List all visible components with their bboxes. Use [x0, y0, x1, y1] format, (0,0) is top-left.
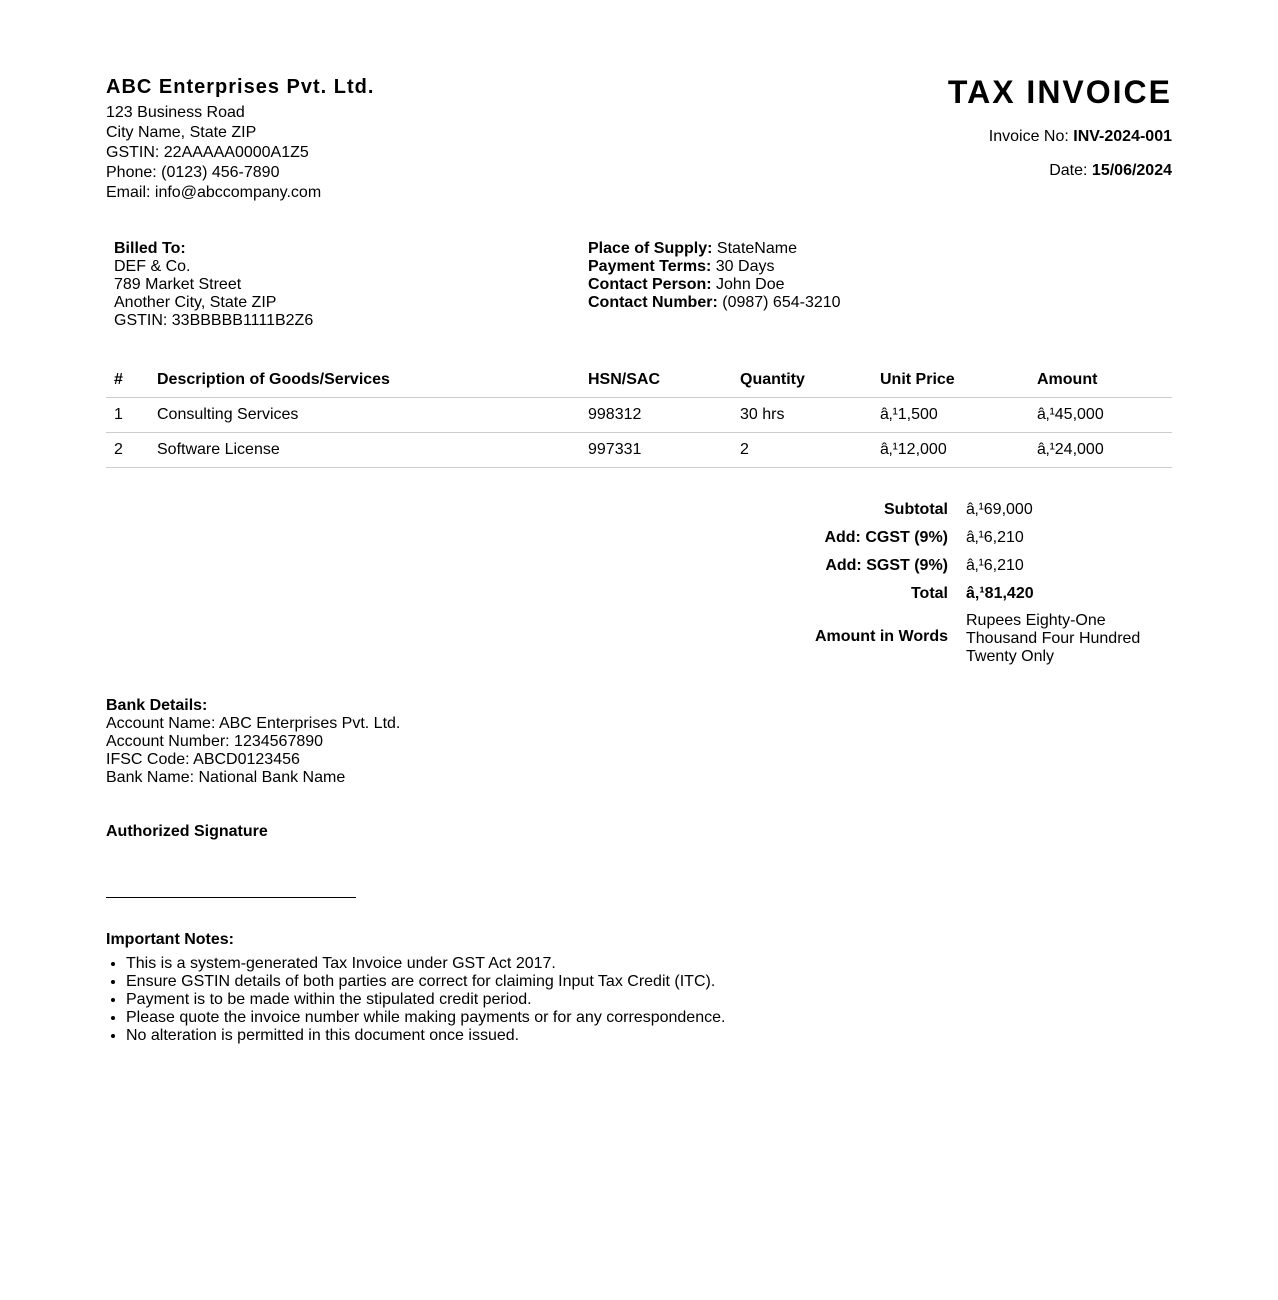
- company-name: ABC Enterprises Pvt. Ltd.: [106, 76, 375, 98]
- amount-in-words-label: Amount in Words: [814, 628, 948, 645]
- authorized-signature-label: Authorized Signature: [106, 823, 268, 840]
- billed-to-gstin: GSTIN: 33BBBBB1111B2Z6: [114, 312, 314, 329]
- billed-to: [114, 240, 313, 330]
- contact-number: [588, 294, 841, 312]
- notes-title: Important Notes:: [106, 931, 234, 948]
- signature-line: [106, 897, 356, 898]
- company-address-line2: City Name, State ZIP: [106, 124, 257, 141]
- company-address-line1: 123 Business Road: [106, 104, 245, 121]
- sgst-label: Add: SGST (9%): [825, 557, 948, 574]
- column-header-description: Description of Goods/Services: [149, 362, 580, 398]
- bank-account-number: Account Number: 1234567890: [106, 733, 324, 750]
- total-value: â‚¹81,420: [966, 585, 1034, 602]
- billed-to-address-line1: 789 Market Street: [114, 276, 242, 293]
- cell-quantity: 30 hrs: [732, 398, 872, 433]
- subtotal-row: [806, 496, 1172, 524]
- cell-quantity: 2: [732, 433, 872, 468]
- sgst-row: [806, 552, 1172, 580]
- notes-list: [106, 955, 725, 1045]
- billed-to-name: DEF & Co.: [114, 258, 191, 275]
- contact-person-label: Contact Person:: [588, 276, 712, 293]
- bank-account-name: Account Name: ABC Enterprises Pvt. Ltd.: [106, 715, 401, 732]
- cgst-value: â‚¹6,210: [966, 529, 1024, 546]
- place-of-supply: [588, 240, 841, 258]
- column-header-amount: Amount: [1029, 362, 1172, 398]
- cell-description: Software License: [149, 433, 580, 468]
- contact-person: [588, 276, 841, 294]
- column-header-unit-price: Unit Price: [872, 362, 1029, 398]
- invoice-number: [989, 128, 1172, 146]
- bank-ifsc-code: IFSC Code: ABCD0123456: [106, 751, 300, 768]
- list-item: • Ensure GSTIN details of both parties are correct for claiming Input Tax Credit (ITC).: [126, 973, 725, 991]
- column-header-number: #: [106, 362, 149, 398]
- list-item: • Please quote the invoice number while making payments or for any correspondence.: [126, 1009, 725, 1027]
- column-header-quantity: Quantity: [732, 362, 872, 398]
- company-email: Email: info@abccompany.com: [106, 184, 322, 201]
- list-item: • This is a system-generated Tax Invoice under GST Act 2017.: [126, 955, 725, 973]
- total-label: Total: [910, 585, 948, 602]
- payment-terms-value: 30 Days: [715, 258, 775, 275]
- place-of-supply-value: StateName: [716, 240, 797, 257]
- invoice-title: TAX INVOICE: [947, 74, 1172, 110]
- sgst-value: â‚¹6,210: [966, 557, 1024, 574]
- supply-info: [588, 240, 841, 312]
- cell-unit-price: â‚¹12,000: [872, 433, 1029, 468]
- amount-in-words-cell: [966, 608, 1172, 666]
- invoice-number-label: Invoice No:: [988, 128, 1069, 145]
- cgst-row: [806, 524, 1172, 552]
- billed-to-label: Billed To:: [114, 240, 186, 257]
- cell-hsn-sac: 997331: [580, 433, 732, 468]
- payment-terms-label: Payment Terms:: [588, 258, 712, 275]
- subtotal-label: Subtotal: [884, 501, 948, 518]
- payment-terms: [588, 258, 841, 276]
- table-header-row: [106, 362, 1172, 398]
- cell-number: 2: [106, 433, 149, 468]
- contact-number-label: Contact Number:: [588, 294, 718, 311]
- total-row: [806, 580, 1172, 608]
- cell-unit-price: â‚¹1,500: [872, 398, 1029, 433]
- cell-amount: â‚¹24,000: [1029, 433, 1172, 468]
- invoice-date-label: Date:: [1049, 162, 1088, 179]
- column-header-hsn-sac: HSN/SAC: [580, 362, 732, 398]
- bank-name: Bank Name: National Bank Name: [106, 769, 346, 786]
- subtotal-value: â‚¹69,000: [966, 501, 1033, 518]
- cell-amount: â‚¹45,000: [1029, 398, 1172, 433]
- company-details: [106, 103, 321, 203]
- cell-description: Consulting Services: [149, 398, 580, 433]
- invoice-date-value: 15/06/2024: [1091, 162, 1172, 179]
- invoice-date: [1049, 162, 1172, 180]
- company-gstin: GSTIN: 22AAAAA0000A1Z5: [106, 144, 309, 161]
- place-of-supply-label: Place of Supply:: [588, 240, 713, 257]
- company-phone: Phone: (0123) 456-7890: [106, 164, 280, 181]
- contact-person-value: John Doe: [716, 276, 785, 293]
- bank-details-label: Bank Details:: [106, 697, 208, 714]
- bank-details: [106, 697, 400, 787]
- cgst-label: Add: CGST (9%): [824, 529, 948, 546]
- list-item: • Payment is to be made within the stipulated credit period.: [126, 991, 725, 1009]
- contact-number-value: (0987) 654-3210: [722, 294, 841, 311]
- table-row: [106, 398, 1172, 433]
- table-row: [106, 433, 1172, 468]
- list-item: • No alteration is permitted in this document once issued.: [126, 1027, 725, 1045]
- cell-number: 1: [106, 398, 149, 433]
- invoice-page: [106, 0, 1172, 1300]
- totals-table: [806, 496, 1172, 666]
- amount-in-words-row: [806, 608, 1172, 666]
- cell-hsn-sac: 998312: [580, 398, 732, 433]
- amount-in-words-value: Rupees Eighty-One Thousand Four Hundred Twenty Only: [966, 612, 1141, 665]
- items-table: [106, 362, 1172, 468]
- invoice-number-value: INV-2024-001: [1073, 128, 1172, 145]
- billed-to-address-line2: Another City, State ZIP: [114, 294, 277, 311]
